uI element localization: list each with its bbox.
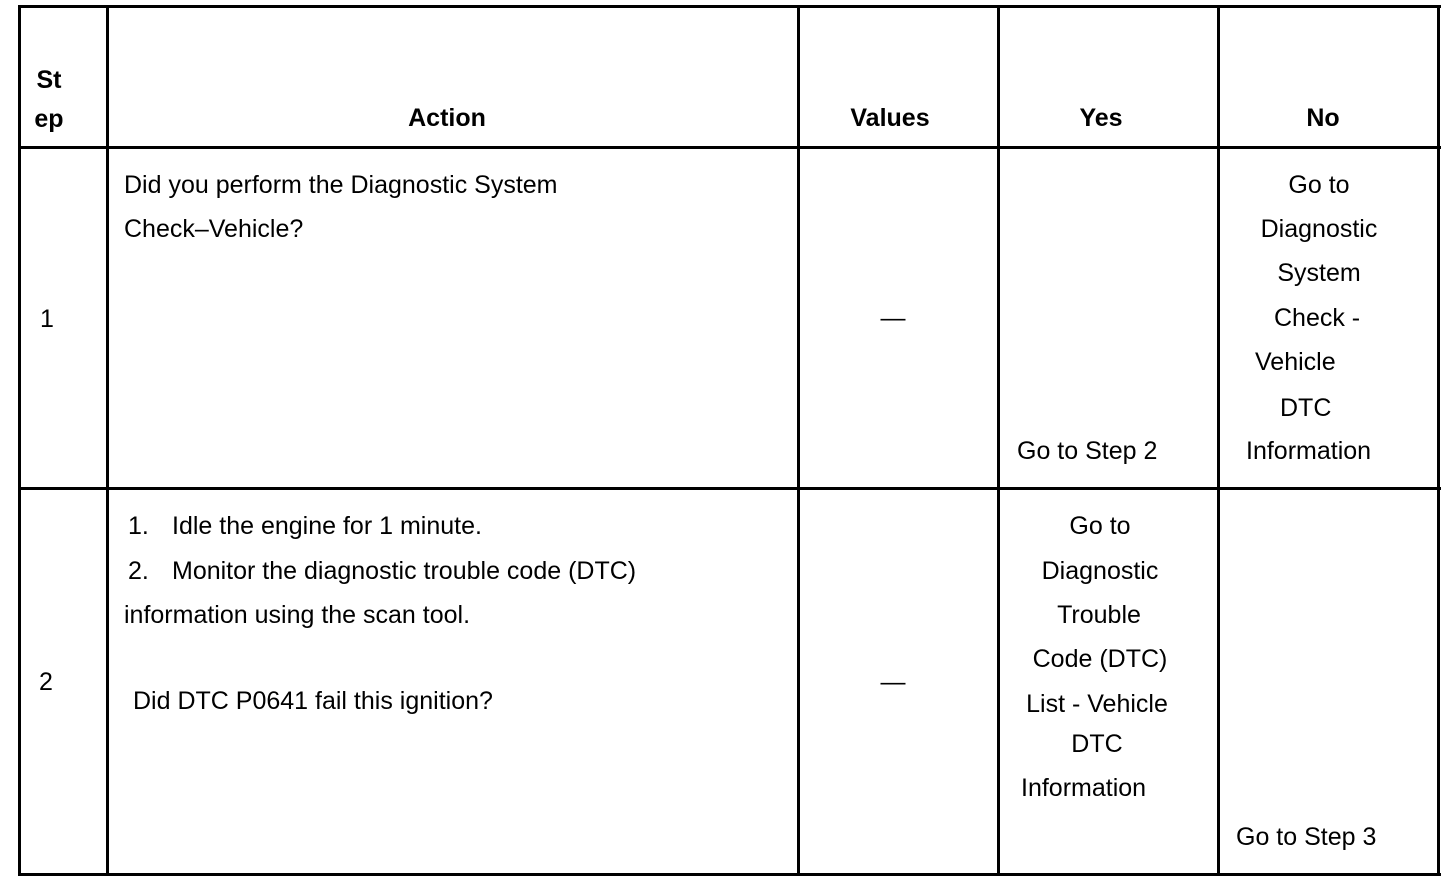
header-action: Action: [408, 104, 486, 132]
step-number: 1: [40, 305, 54, 333]
header-no: No: [1306, 104, 1340, 132]
header-divider: [18, 146, 1441, 149]
values-dash: —: [880, 668, 906, 696]
action-question: Did DTC P0641 fail this ignition?: [133, 687, 493, 715]
header-values: Values: [850, 104, 930, 132]
no-text-line: Diagnostic: [1260, 215, 1378, 243]
header-step-line2: ep: [34, 105, 64, 133]
yes-text-line: Go to: [1069, 512, 1131, 540]
header-yes: Yes: [1079, 104, 1123, 132]
action-text-line: Did you perform the Diagnostic System: [124, 171, 558, 199]
action-continuation: information using the scan tool.: [124, 601, 471, 629]
yes-link-step-2[interactable]: Go to Step 2: [1017, 437, 1158, 465]
list-item-number: 1.: [128, 512, 149, 540]
header-step-line1: St: [36, 66, 62, 94]
no-text-line: System: [1277, 259, 1361, 287]
yes-text-line: DTC: [1071, 730, 1123, 758]
column-divider-values: [997, 5, 1000, 876]
no-text-line: Check -: [1274, 304, 1361, 332]
list-item-number: 2.: [128, 557, 149, 585]
yes-text-line: List - Vehicle: [1026, 690, 1168, 718]
action-text-line: Check–Vehicle?: [124, 215, 304, 243]
yes-text-line: Information: [1021, 774, 1147, 802]
yes-text-line: Code (DTC): [1032, 645, 1168, 673]
table-border-top: [18, 5, 1441, 8]
column-divider-action: [797, 5, 800, 876]
column-divider-step: [106, 5, 109, 876]
yes-text-line: Diagnostic: [1041, 557, 1159, 585]
list-item-text: Idle the engine for 1 minute.: [172, 512, 482, 540]
values-dash: —: [880, 304, 906, 332]
no-text-line: Go to: [1288, 171, 1350, 199]
yes-text-line: Trouble: [1057, 601, 1141, 629]
table-border-right: [1437, 5, 1440, 876]
list-item-text: Monitor the diagnostic trouble code (DTC): [172, 557, 637, 585]
no-text-line: Information: [1246, 437, 1372, 465]
table-border-bottom: [18, 873, 1441, 876]
row-divider: [18, 487, 1441, 490]
no-text-line: Vehicle: [1255, 348, 1336, 376]
table-border-left: [18, 5, 21, 876]
step-number: 2: [39, 668, 53, 696]
no-text-line: DTC: [1280, 394, 1332, 422]
column-divider-yes: [1217, 5, 1220, 876]
no-link-step-3[interactable]: Go to Step 3: [1236, 823, 1377, 851]
